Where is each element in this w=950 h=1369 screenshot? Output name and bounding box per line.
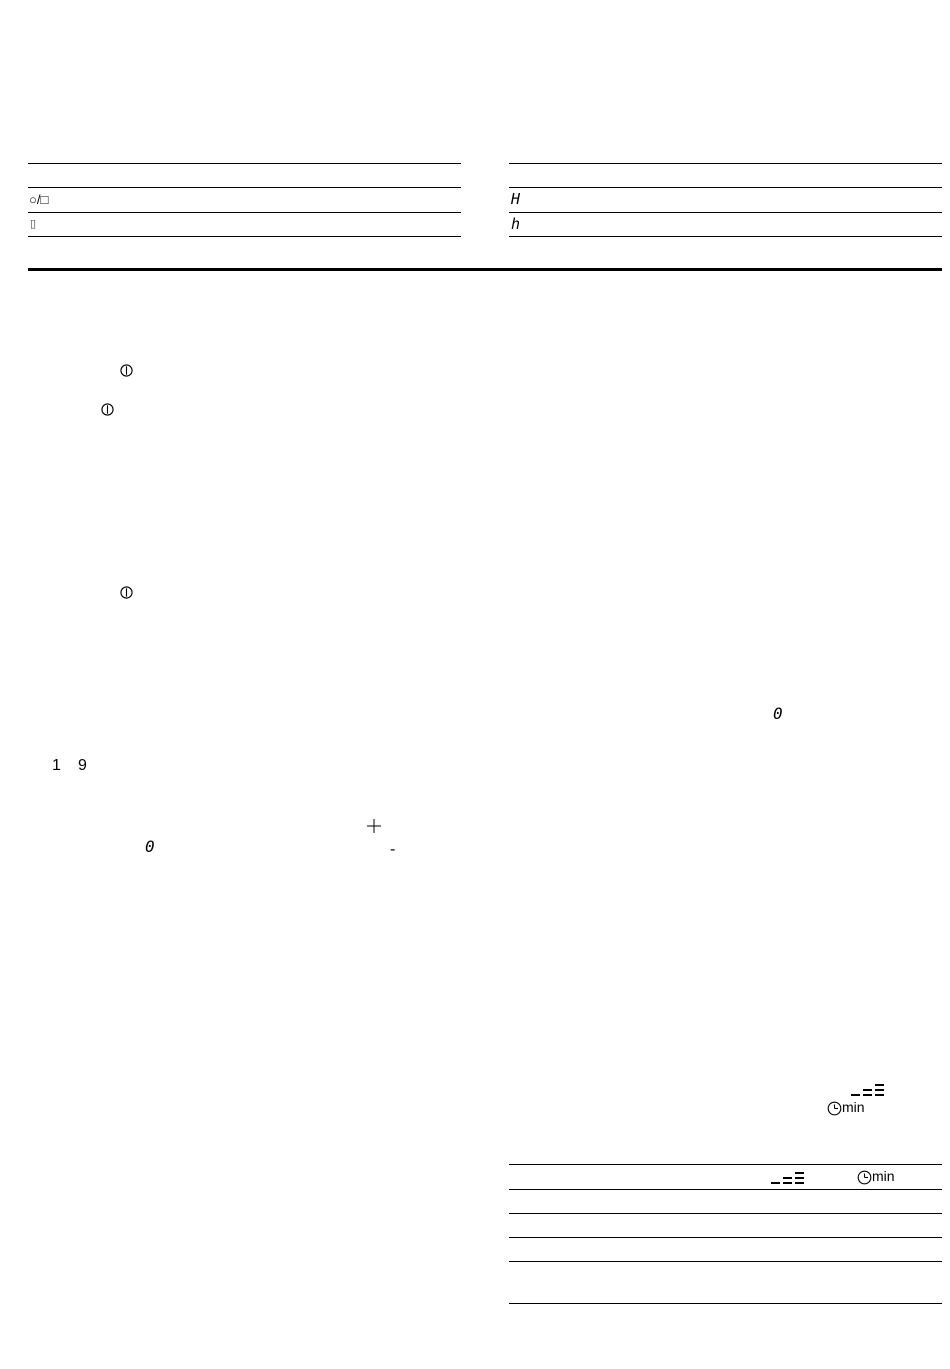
table-bottom-bottom-rule <box>509 1303 942 1304</box>
power-level-min: 1 <box>52 757 61 774</box>
power-level-max: 9 <box>78 757 87 774</box>
display-zero: 0 <box>773 704 783 723</box>
table-right-bottom-rule <box>509 236 942 237</box>
table-left-bottom-rule <box>28 236 461 237</box>
section-divider <box>28 268 942 271</box>
table-right-row-rule <box>509 187 942 188</box>
clock-icon <box>857 1170 872 1185</box>
power-level-bars-icon <box>851 1083 885 1097</box>
power-level-bars-icon <box>771 1171 805 1185</box>
table-bottom-row-rule <box>509 1213 942 1214</box>
display-H-symbol: H <box>511 190 521 208</box>
table-header-min-label <box>857 1168 895 1185</box>
table-right-top-rule <box>509 163 942 164</box>
power-icon <box>120 586 133 599</box>
cross-plus-icon <box>366 818 382 834</box>
table-left-top-rule <box>28 163 461 164</box>
table-left-row-rule <box>28 212 461 213</box>
display-h-symbol: h <box>511 215 521 233</box>
table-bottom-top-rule <box>509 1164 942 1165</box>
table-bottom-row-rule <box>509 1237 942 1238</box>
table-bottom-row-rule <box>509 1261 942 1262</box>
table-left-row-rule <box>28 187 461 188</box>
clock-icon <box>827 1101 842 1116</box>
table-bottom-row-rule <box>509 1189 942 1190</box>
timer-min-label <box>827 1099 865 1116</box>
residual-heat-symbol: ▯ <box>30 218 37 230</box>
min-text: min <box>872 1168 895 1184</box>
power-icon <box>120 364 133 377</box>
pot-detection-symbol: ○/□ <box>29 192 49 207</box>
table-right-row-rule <box>509 212 942 213</box>
power-icon <box>101 403 114 416</box>
minus-sign: - <box>390 841 396 858</box>
display-zero: 0 <box>145 837 155 856</box>
min-text: min <box>842 1099 865 1115</box>
